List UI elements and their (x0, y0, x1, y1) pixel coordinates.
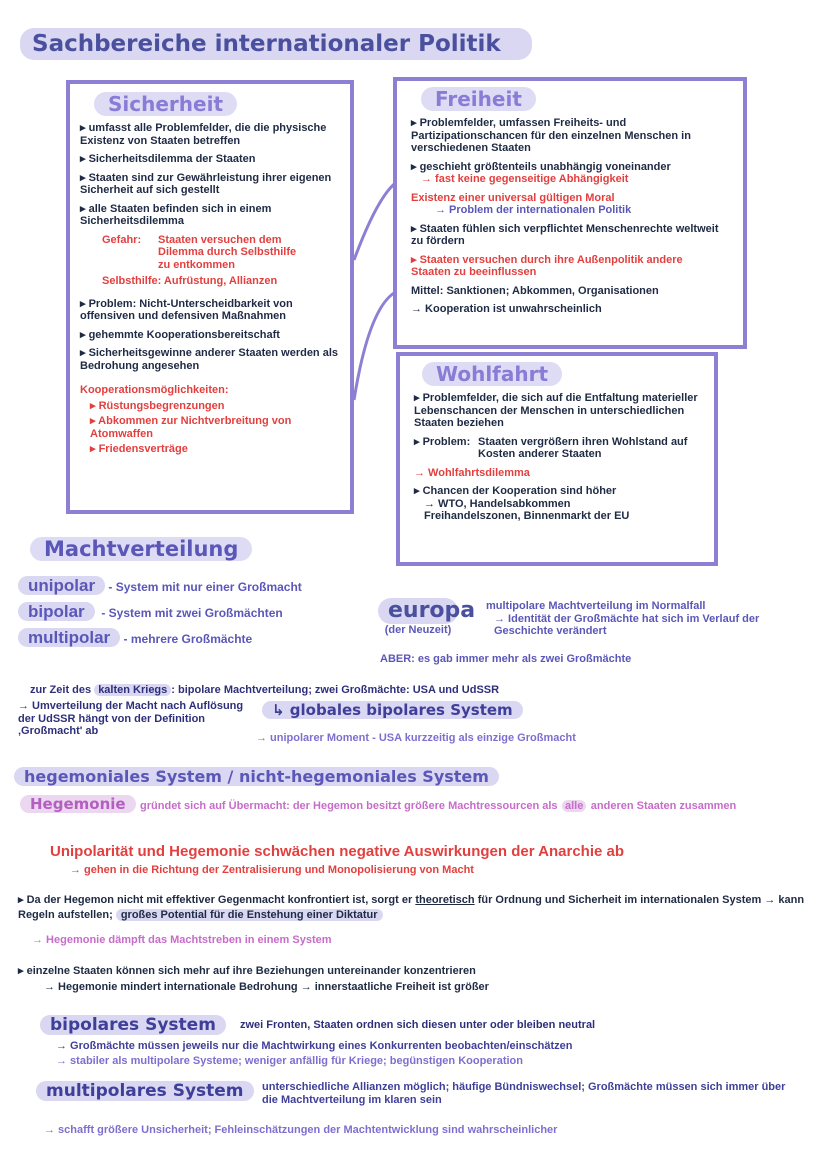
term: unipolar (18, 576, 105, 595)
einzelne-staaten: ▸ einzelne Staaten können sich mehr auf ihre Beziehungen untereinander konzentrieren (18, 965, 476, 977)
list-item: ▸ Sicherheitsdilemma der Staaten (80, 153, 256, 165)
unipolaritaet-sub: → gehen in die Richtung der Zentralisierung und Monopolisierung von Macht (70, 864, 474, 876)
def-pre: gründet sich auf Übermacht: der Hegemon besitzt größere Machtressourcen als (140, 800, 558, 812)
list-item: ▸ Problemfelder, die sich auf die Entfaltung materieller Lebenschancen der Menschen in unterschiedlichen Staaten beziehen (414, 392, 698, 429)
global-bipolar-text: ↳ globales bipolares System (262, 701, 523, 719)
kk-pre: zur Zeit des (30, 684, 92, 696)
list-item: ▸ gehemmte Kooperationsbereitschaft (80, 328, 280, 341)
bipolar-sub1: → Großmächte müssen jeweils nur die Machtwirkung eines Konkurrenten beobachten/einschätzen (56, 1040, 573, 1052)
list-item: ▸ geschieht größtenteils unabhängig voneinander (411, 160, 671, 173)
definition: - System mit nur einer Großmacht (108, 580, 302, 594)
multipolar-term (36, 1078, 254, 1104)
machtverteilung-heading-text: Machtverteilung (30, 537, 252, 561)
gefahr-note (80, 234, 340, 272)
europa-sub: (der Neuzeit) (384, 624, 452, 636)
list-item: ▸ Chancen der Kooperation sind höher (414, 485, 617, 497)
kalter-krieg-line (30, 684, 499, 697)
umverteilung-note: → Umverteilung der Macht nach Auflösung der UdSSR hängt von der Definition ‚Großmacht' ab (18, 700, 244, 737)
p1-pre: ▸ Da der Hegemon nicht mit effektiver Gegenmacht konfrontiert ist, sorgt er (18, 894, 413, 906)
bipolar-term (40, 1013, 226, 1037)
term: bipolar (18, 602, 95, 621)
europa-line: multipolare Machtverteilung im Normalfall (486, 600, 706, 612)
wohlfahrtsdilemma: → Wohlfahrtsdilemma (414, 466, 530, 479)
polarity-item (18, 576, 302, 596)
hegemon-sub: → Hegemonie dämpft das Machtstreben in einem System (32, 934, 332, 946)
list-subitem: → WTO, Handelsabkommen Freihandelszonen, Binnenmarkt der EU (424, 497, 630, 522)
polarity-item (18, 628, 302, 648)
hegemonie-heading-text: hegemoniales System / nicht-hegemoniales System (14, 767, 499, 786)
multipolar-def: unterschiedliche Allianzen möglich; häufige Bündniswechsel; Großmächte müssen sich immer über die Machtverteilung im klaren sein (262, 1081, 786, 1106)
list-subitem: → fast keine gegenseitige Abhängigkeit (421, 173, 629, 185)
list-item: ▸ Rüstungsbegrenzungen (90, 399, 225, 412)
list-item: ▸ Abkommen zur Nichtverbreitung von Atomwaffen (90, 415, 292, 440)
kooperation-heading: Kooperationsmöglichkeiten: (80, 384, 229, 396)
problem-label: ▸ Problem: (414, 435, 471, 448)
list-item: ▸ Sicherheitsgewinne anderer Staaten werden als Bedrohung angesehen (80, 347, 339, 372)
global-bipolar (262, 700, 523, 720)
europa-subline: → Identität der Großmächte hat sich im Verlauf der Geschichte verändert (494, 612, 760, 637)
p1-highlight: großes Potential für die Enstehung einer Diktatur (116, 909, 383, 921)
wohlfahrt-heading: Wohlfahrt (422, 362, 562, 386)
hegemonie-heading (14, 766, 499, 788)
selbsthilfe-note: Selbsthilfe: Aufrüstung, Allianzen (102, 275, 278, 287)
polarity-list (18, 576, 302, 648)
list-subitem: → Problem der internationalen Politik (435, 204, 632, 216)
list-item: ▸ Staaten sind zur Gewährleistung ihrer eigenen Sicherheit auf sich gestellt (80, 171, 332, 196)
p1-post: für Ordnung und Sicherheit im internationalen System → kann Regeln aufstellen; (18, 894, 805, 921)
bipolar-def: zwei Fronten, Staaten ordnen sich diesen unter oder bleiben neutral (240, 1019, 596, 1031)
p1-underlined: theoretisch (415, 894, 475, 906)
einzelne-staaten-sub: → Hegemonie mindert internationale Bedrohung → innerstaatliche Freiheit ist größer (44, 981, 489, 993)
freiheit-box (393, 77, 747, 349)
europa-term: europa (378, 598, 458, 624)
freiheit-heading: Freiheit (421, 87, 536, 111)
hegemon-paragraph (18, 893, 808, 923)
sicherheit-heading: Sicherheit (94, 92, 237, 116)
list-item: ▸ Staaten fühlen sich verpflichtet Menschenrechte weltweit zu fördern (411, 222, 719, 247)
kk-highlight: kalten Kriegs (94, 684, 171, 696)
unipolaritaet-line: Unipolarität und Hegemonie schwächen negative Auswirkungen der Anarchie ab (50, 843, 625, 860)
list-item: ▸ Staaten versuchen durch ihre Außenpolitik andere Staaten zu beeinflussen (411, 253, 683, 278)
polarity-item (18, 602, 302, 622)
definition: - mehrere Großmächte (123, 632, 253, 646)
list-item (414, 436, 700, 461)
list-item: ▸ Problemfelder, umfassen Freiheits- und Partizipationschancen für den einzelnen Menschen in verschiedenen Staaten (411, 117, 691, 154)
multipolar-sub: → schafft größere Unsicherheit; Fehleinschätzungen der Machtentwicklung sind wahrscheinlicher (44, 1124, 558, 1136)
list-item: ▸ Problem: Nicht-Unterscheidbarkeit von offensiven und defensiven Maßnahmen (80, 297, 293, 322)
machtverteilung-heading (30, 537, 252, 561)
aber-note: ABER: es gab immer mehr als zwei Großmächte (380, 653, 632, 665)
def-post: anderen Staaten zusammen (590, 800, 737, 812)
gefahr-text: Staaten versuchen dem Dilemma durch Selbsthilfe zu entkommen (158, 233, 297, 271)
fazit-note: → Kooperation ist unwahrscheinlich (411, 303, 602, 315)
europa-text (486, 600, 806, 638)
hegemonie-definition (20, 794, 810, 814)
page-title: Sachbereiche internationaler Politik (20, 28, 532, 60)
sicherheit-box (66, 80, 354, 514)
def-highlight: alle (562, 800, 586, 812)
list-item: ▸ umfasst alle Problemfelder, die die physische Existenz von Staaten betreffen (80, 122, 327, 147)
list-item: ▸ Friedensverträge (90, 443, 188, 455)
gefahr-label: Gefahr: (102, 233, 142, 246)
kk-post: : bipolare Machtverteilung; zwei Großmächte: USA und UdSSR (171, 684, 500, 696)
bipolar-sub2: → stabiler als multipolare Systeme; weniger anfällig für Kriege; begünstigen Kooperation (56, 1055, 523, 1067)
term: multipolar (18, 628, 120, 647)
europa-block (378, 598, 476, 637)
unipolar-moment: → unipolarer Moment - USA kurzzeitig als einzige Großmacht (256, 732, 576, 744)
multipolar-term-text: multipolares System (36, 1081, 254, 1101)
list-item: ▸ alle Staaten befinden sich in einem Sicherheitsdilemma (80, 202, 272, 227)
wohlfahrt-box (396, 352, 718, 566)
bipolar-term-text: bipolares System (40, 1015, 226, 1035)
problem-text: Staaten vergrößern ihren Wohlstand auf Kosten anderer Staaten (478, 435, 688, 460)
moral-note: Existenz einer universal gültigen Moral (411, 191, 615, 204)
mittel-note: Mittel: Sanktionen; Abkommen, Organisationen (411, 284, 659, 297)
definition: - System mit zwei Großmächten (101, 606, 283, 620)
hegemonie-term: Hegemonie (20, 795, 136, 813)
